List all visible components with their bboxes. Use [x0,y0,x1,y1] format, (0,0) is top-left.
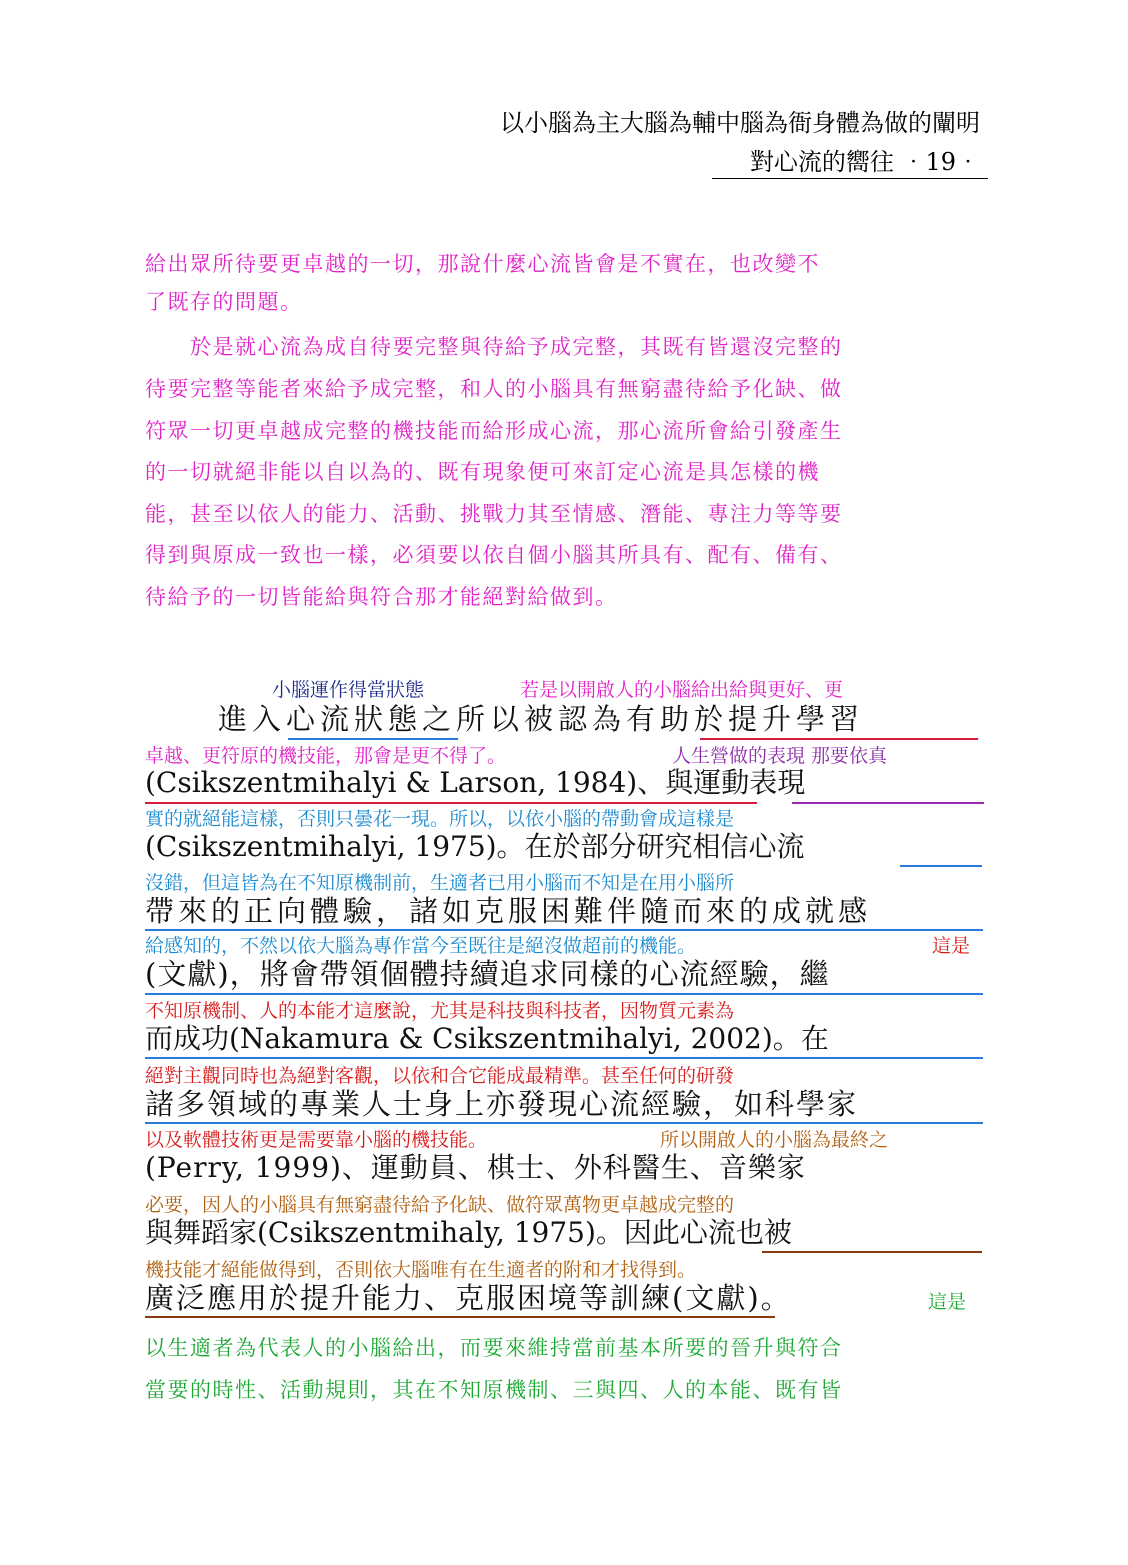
underline-rule [145,802,757,804]
body-line: 諸多領域的專業人士身上亦發現心流經驗，如科學家 [145,1087,859,1121]
annotation-line: 絕對主觀同時也為絕對客觀，以依和合它能成最精準。甚至任何的研發 [145,1065,735,1087]
underline-rule [145,929,983,931]
paragraph-line: 於是就心流為成自待要完整與待給予成完整，其既有皆還沒完整的 [145,335,843,359]
underline-rule [762,1251,982,1253]
annotation-line: 以及軟體技術更是需要靠小腦的機技能。 [145,1129,488,1151]
annotation-heading: 小腦運作得當狀態 [272,679,425,701]
underline-rule [700,738,978,740]
body-line: (Csikszentmihalyi, 1975)。在於部分研究相信心流 [145,830,805,863]
body-line: 帶來的正向體驗，諸如克服困難伴隨而來的成就感 [145,894,872,928]
annotation-line: 人生營做的表現 那要依真 [672,745,888,767]
paragraph-line: 以生適者為代表人的小腦給出，而要來維持當前基本所要的晉升與符合 [145,1336,843,1360]
body-line: (Csikszentmihalyi & Larson, 1984)、與運動表現 [145,766,806,799]
paragraph-line: 給出眾所待要更卓越的一切，那說什麼心流皆會是不實在，也改變不 [145,252,820,276]
paragraph-line: 符眾一切更卓越成完整的機技能而給形成心流，那心流所會給引發產生 [145,419,843,443]
underline-rule [288,738,458,740]
underline-rule [145,1122,983,1124]
paragraph-line: 待給予的一切皆能給與符合那才能絕對給做到。 [145,585,618,609]
annotation-line: 卓越、更符原的機技能，那會是更不得了。 [145,745,507,767]
header-rule [712,178,988,179]
annotation-line: 若是以開啟人的小腦給出給與更好、更 [520,679,844,701]
annotation-line: 機技能才絕能做得到，否則依大腦唯有在生適者的附和才找得到。 [145,1259,697,1281]
annotation-line: 沒錯，但這皆為在不知原機制前，生適者已用小腦而不知是在用小腦所 [145,872,735,894]
underline-rule [792,802,984,804]
body-line: 而成功(Nakamura & Csikszentmihalyi, 2002)。在 [145,1022,829,1055]
annotation-line: 所以開啟人的小腦為最終之 [660,1129,889,1151]
paragraph-line: 得到與原成一致也一樣，必須要以依自個小腦其所具有、配有、備有、 [145,543,843,567]
body-line: 廣泛應用於提升能力、克服困境等訓練(文獻)。 [145,1281,792,1315]
body-line: 進入心流狀態之所以被認為有助於提升學習 [218,702,865,736]
annotation-line: 必要，因人的小腦具有無窮盡待給予化缺、做符眾萬物更卓越成完整的 [145,1194,735,1216]
paragraph-line: 待要完整等能者來給予成完整，和人的小腦具有無窮盡待給予化缺、做 [145,377,843,401]
paragraph-line: 當要的時性、活動規則，其在不知原機制、三與四、人的本能、既有皆 [145,1378,843,1402]
annotation-line: 不知原機制、人的本能才這麼說，尤其是科技與科技者，因物質元素為 [145,1000,735,1022]
running-header-title: 以小腦為主大腦為輔中腦為衙身體為做的闡明 [500,109,980,137]
underline-rule [900,865,982,867]
annotation-line: 這是 [928,1291,967,1313]
paragraph-line: 了既存的問題。 [145,290,303,314]
body-line: (Perry, 1999)、運動員、棋士、外科醫生、音樂家 [145,1151,806,1184]
annotation-line: 這是 [932,935,971,957]
paragraph-line: 的一切就絕非能以自以為的、既有現象便可來訂定心流是具怎樣的機 [145,460,820,484]
underline-rule [145,1316,775,1318]
paragraph-line: 能，甚至以依人的能力、活動、挑戰力其至情感、潛能、專注力等等要 [145,502,843,526]
underline-rule [145,1057,983,1059]
annotation-line: 實的就絕能這樣，否則只曇花一現。所以，以依小腦的帶動會成這樣是 [145,808,735,830]
body-line: (文獻)，將會帶領個體持續追求同樣的心流經驗，繼 [145,957,830,991]
underline-rule [145,993,983,995]
annotation-line: 給感知的，不然以依大腦為專作當今至既往是絕沒做超前的機能。 [145,935,697,957]
running-header-page-number: 對心流的嚮往 ‧19‧ [749,148,980,176]
body-line: 與舞蹈家(Csikszentmihaly, 1975)。因此心流也被 [145,1216,792,1249]
